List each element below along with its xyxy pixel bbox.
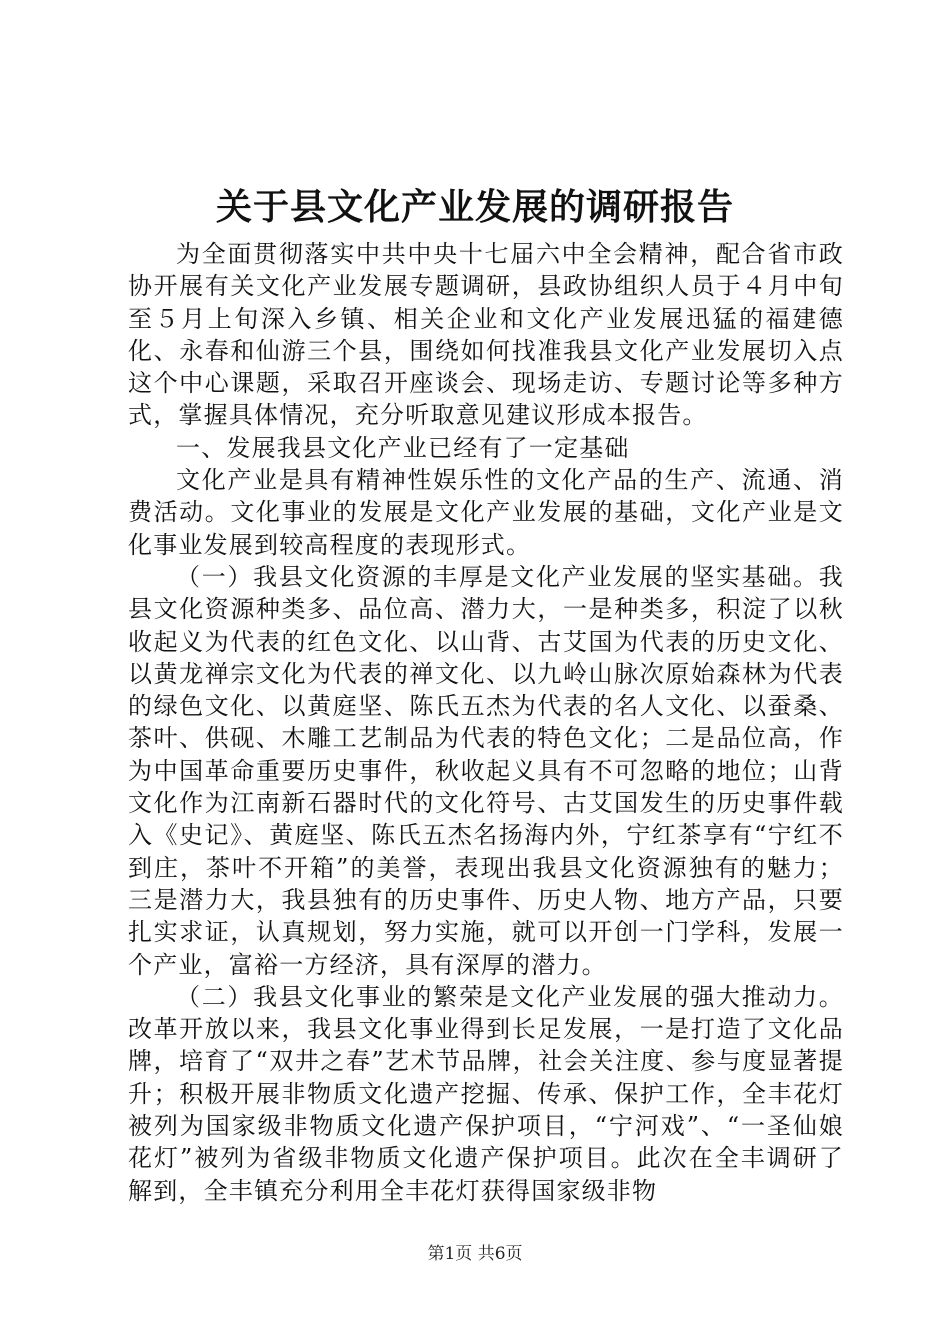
- document-title: 关于县文化产业发展的调研报告: [215, 186, 734, 228]
- paragraph-subsection-2: （二）我县文化事业的繁荣是文化产业发展的强大推动力。改革开放以来，我县文化事业得到长足发展，一是打造了文化品牌，培育了“双井之春”艺术节品牌，社会关注度、参与度显著提升；积极开展非物质文化遗产挖掘、传承、保护工作，全丰花灯被列为国家级非物质文化遗产保护项目，“宁河戏”、“一圣仙娘花灯”被列为省级非物质文化遗产保护项目。此次在全丰调研了解到，全丰镇充分利用全丰花灯获得国家级非物: [128, 982, 844, 1205]
- page-number-footer: 第1页 共6页: [427, 1244, 523, 1264]
- document-body: [128, 238, 844, 1207]
- paragraph-subsection-1: （一）我县文化资源的丰厚是文化产业发展的坚实基础。我县文化资源种类多、品位高、潜力大，一是种类多，积淀了以秋收起义为代表的红色文化、以山背、古艾国为代表的历史文化、以黄龙禅宗文化为代表的禅文化、以九岭山脉次原始森林为代表的绿色文化、以黄庭坚、陈氏五杰为代表的名人文化、以蚕桑、茶叶、供砚、木雕工艺制品为代表的特色文化；二是品位高，作为中国革命重要历史事件，秋收起义具有不可忽略的地位；山背文化作为江南新石器时代的文化符号、古艾国发生的历史事件载入《史记》、黄庭坚、陈氏五杰名扬海内外，宁红茶享有“宁红不到庄，茶叶不开箱”的美誉，表现出我县文化资源独有的魅力；三是潜力大，我县独有的历史事件、历史人物、地方产品，只要扎实求证，认真规划，努力实施，就可以开创一门学科，发展一个产业，富裕一方经济，具有深厚的潜力。: [128, 562, 844, 979]
- paragraph-intro: 为全面贯彻落实中共中央十七届六中全会精神，配合省市政协开展有关文化产业发展专题调研，县政协组织人员于４月中旬至５月上旬深入乡镇、相关企业和文化产业发展迅猛的福建德化、永春和仙游三个县，围绕如何找准我县文化产业发展切入点这个中心课题，采取召开座谈会、现场走访、专题讨论等多种方式，掌握具体情况，充分听取意见建议形成本报告。: [128, 240, 844, 430]
- section-heading-1: 一、发展我县文化产业已经有了一定基础: [176, 433, 630, 462]
- paragraph-definition: 文化产业是具有精神性娱乐性的文化产品的生产、流通、消费活动。文化事业的发展是文化产业发展的基础，文化产业是文化事业发展到较高程度的表现形式。: [128, 466, 844, 559]
